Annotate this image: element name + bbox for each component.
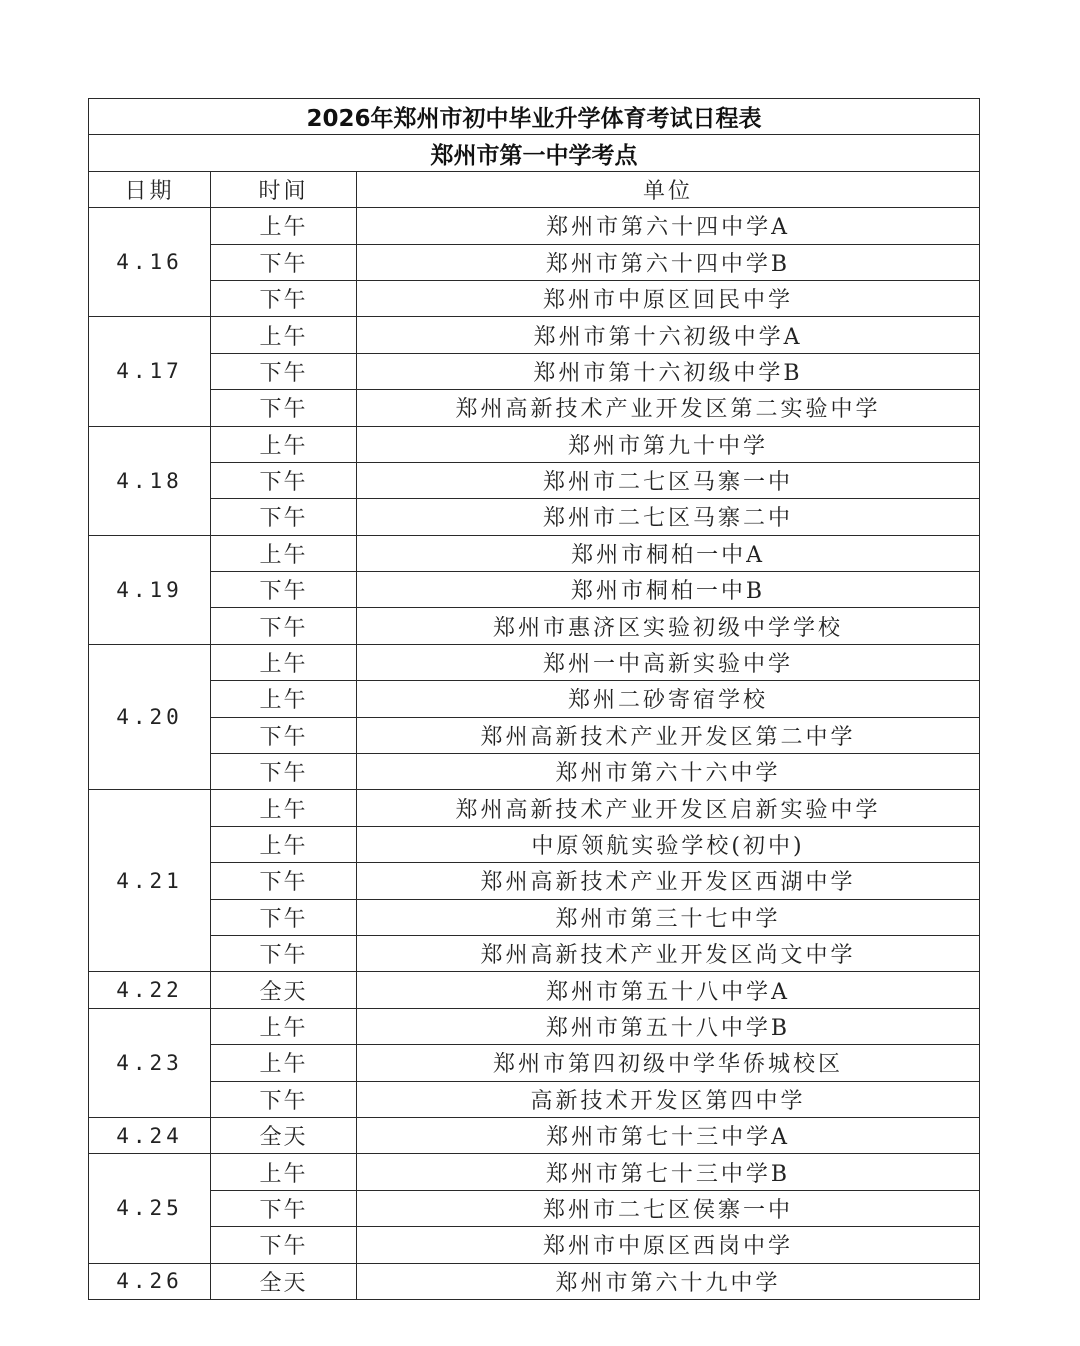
- date-cell: 4.17: [89, 317, 211, 426]
- table-row: [89, 535, 980, 571]
- table-row: [89, 826, 980, 862]
- time-cell: 上午: [211, 1008, 357, 1044]
- time-cell: 下午: [211, 572, 357, 608]
- unit-cell: 郑州市桐柏一中B: [357, 572, 980, 608]
- unit-cell: 郑州市中原区回民中学: [357, 280, 980, 316]
- table-row: [89, 1190, 980, 1226]
- header-date: 日期: [89, 171, 211, 207]
- unit-cell: 郑州市中原区西岗中学: [357, 1227, 980, 1263]
- time-cell: 下午: [211, 717, 357, 753]
- table-row: [89, 1154, 980, 1190]
- table-row: [89, 754, 980, 790]
- time-cell: 上午: [211, 535, 357, 571]
- table-row: [89, 462, 980, 498]
- unit-cell: 郑州市第七十三中学B: [357, 1154, 980, 1190]
- table-row: [89, 717, 980, 753]
- header-row: [89, 171, 980, 207]
- table-row: [89, 1008, 980, 1044]
- table-title: 2026年郑州市初中毕业升学体育考试日程表: [89, 99, 980, 135]
- table-row: [89, 572, 980, 608]
- table-row: [89, 863, 980, 899]
- time-cell: 下午: [211, 754, 357, 790]
- date-cell: 4.19: [89, 535, 211, 644]
- schedule-table: [88, 98, 980, 1300]
- table-row: [89, 644, 980, 680]
- table-row: [89, 1263, 980, 1299]
- time-cell: 下午: [211, 280, 357, 316]
- table-row: [89, 972, 980, 1008]
- unit-cell: 郑州市第六十六中学: [357, 754, 980, 790]
- time-cell: 全天: [211, 972, 357, 1008]
- time-cell: 上午: [211, 1045, 357, 1081]
- unit-cell: 郑州市第六十四中学B: [357, 244, 980, 280]
- unit-cell: 郑州市惠济区实验初级中学学校: [357, 608, 980, 644]
- table-row: [89, 280, 980, 316]
- table-row: [89, 390, 980, 426]
- date-cell: 4.22: [89, 972, 211, 1008]
- unit-cell: 郑州市第十六初级中学B: [357, 353, 980, 389]
- unit-cell: 郑州市二七区马寨二中: [357, 499, 980, 535]
- unit-cell: 郑州高新技术产业开发区西湖中学: [357, 863, 980, 899]
- unit-cell: 郑州市二七区马寨一中: [357, 462, 980, 498]
- title-row: [89, 99, 980, 135]
- time-cell: 下午: [211, 462, 357, 498]
- table-row: [89, 1117, 980, 1153]
- unit-cell: 郑州市第七十三中学A: [357, 1117, 980, 1153]
- time-cell: 上午: [211, 1154, 357, 1190]
- unit-cell: 郑州市第十六初级中学A: [357, 317, 980, 353]
- time-cell: 下午: [211, 935, 357, 971]
- date-cell: 4.21: [89, 790, 211, 972]
- date-cell: 4.26: [89, 1263, 211, 1299]
- time-cell: 下午: [211, 1227, 357, 1263]
- date-cell: 4.24: [89, 1117, 211, 1153]
- table-row: [89, 1081, 980, 1117]
- time-cell: 下午: [211, 608, 357, 644]
- unit-cell: 郑州高新技术产业开发区尚文中学: [357, 935, 980, 971]
- subtitle-row: [89, 135, 980, 171]
- time-cell: 下午: [211, 1081, 357, 1117]
- date-cell: 4.20: [89, 644, 211, 790]
- schedule-table-body: [89, 99, 980, 1300]
- time-cell: 下午: [211, 863, 357, 899]
- table-subtitle: 郑州市第一中学考点: [89, 135, 980, 171]
- header-unit: 单位: [357, 171, 980, 207]
- date-cell: 4.18: [89, 426, 211, 535]
- unit-cell: 郑州市桐柏一中A: [357, 535, 980, 571]
- time-cell: 上午: [211, 317, 357, 353]
- unit-cell: 郑州高新技术产业开发区第二中学: [357, 717, 980, 753]
- unit-cell: 郑州高新技术产业开发区第二实验中学: [357, 390, 980, 426]
- unit-cell: 郑州一中高新实验中学: [357, 644, 980, 680]
- time-cell: 下午: [211, 899, 357, 935]
- unit-cell: 郑州市第九十中学: [357, 426, 980, 462]
- time-cell: 上午: [211, 790, 357, 826]
- table-row: [89, 353, 980, 389]
- table-row: [89, 1227, 980, 1263]
- time-cell: 上午: [211, 644, 357, 680]
- unit-cell: 郑州二砂寄宿学校: [357, 681, 980, 717]
- time-cell: 全天: [211, 1263, 357, 1299]
- time-cell: 下午: [211, 244, 357, 280]
- time-cell: 上午: [211, 681, 357, 717]
- table-row: [89, 899, 980, 935]
- time-cell: 下午: [211, 353, 357, 389]
- unit-cell: 郑州市第五十八中学B: [357, 1008, 980, 1044]
- unit-cell: 郑州市第四初级中学华侨城校区: [357, 1045, 980, 1081]
- table-row: [89, 426, 980, 462]
- time-cell: 下午: [211, 499, 357, 535]
- unit-cell: 郑州高新技术产业开发区启新实验中学: [357, 790, 980, 826]
- table-row: [89, 935, 980, 971]
- header-time: 时间: [211, 171, 357, 207]
- table-row: [89, 608, 980, 644]
- date-cell: 4.25: [89, 1154, 211, 1263]
- time-cell: 上午: [211, 826, 357, 862]
- table-row: [89, 317, 980, 353]
- unit-cell: 郑州市二七区侯寨一中: [357, 1190, 980, 1226]
- time-cell: 全天: [211, 1117, 357, 1153]
- table-row: [89, 1045, 980, 1081]
- unit-cell: 郑州市第六十九中学: [357, 1263, 980, 1299]
- time-cell: 下午: [211, 1190, 357, 1226]
- unit-cell: 中原领航实验学校(初中): [357, 826, 980, 862]
- table-row: [89, 208, 980, 244]
- time-cell: 上午: [211, 426, 357, 462]
- unit-cell: 高新技术开发区第四中学: [357, 1081, 980, 1117]
- date-cell: 4.23: [89, 1008, 211, 1117]
- date-cell: 4.16: [89, 208, 211, 317]
- table-row: [89, 681, 980, 717]
- time-cell: 下午: [211, 390, 357, 426]
- unit-cell: 郑州市第三十七中学: [357, 899, 980, 935]
- table-row: [89, 244, 980, 280]
- table-row: [89, 499, 980, 535]
- unit-cell: 郑州市第五十八中学A: [357, 972, 980, 1008]
- unit-cell: 郑州市第六十四中学A: [357, 208, 980, 244]
- time-cell: 上午: [211, 208, 357, 244]
- table-row: [89, 790, 980, 826]
